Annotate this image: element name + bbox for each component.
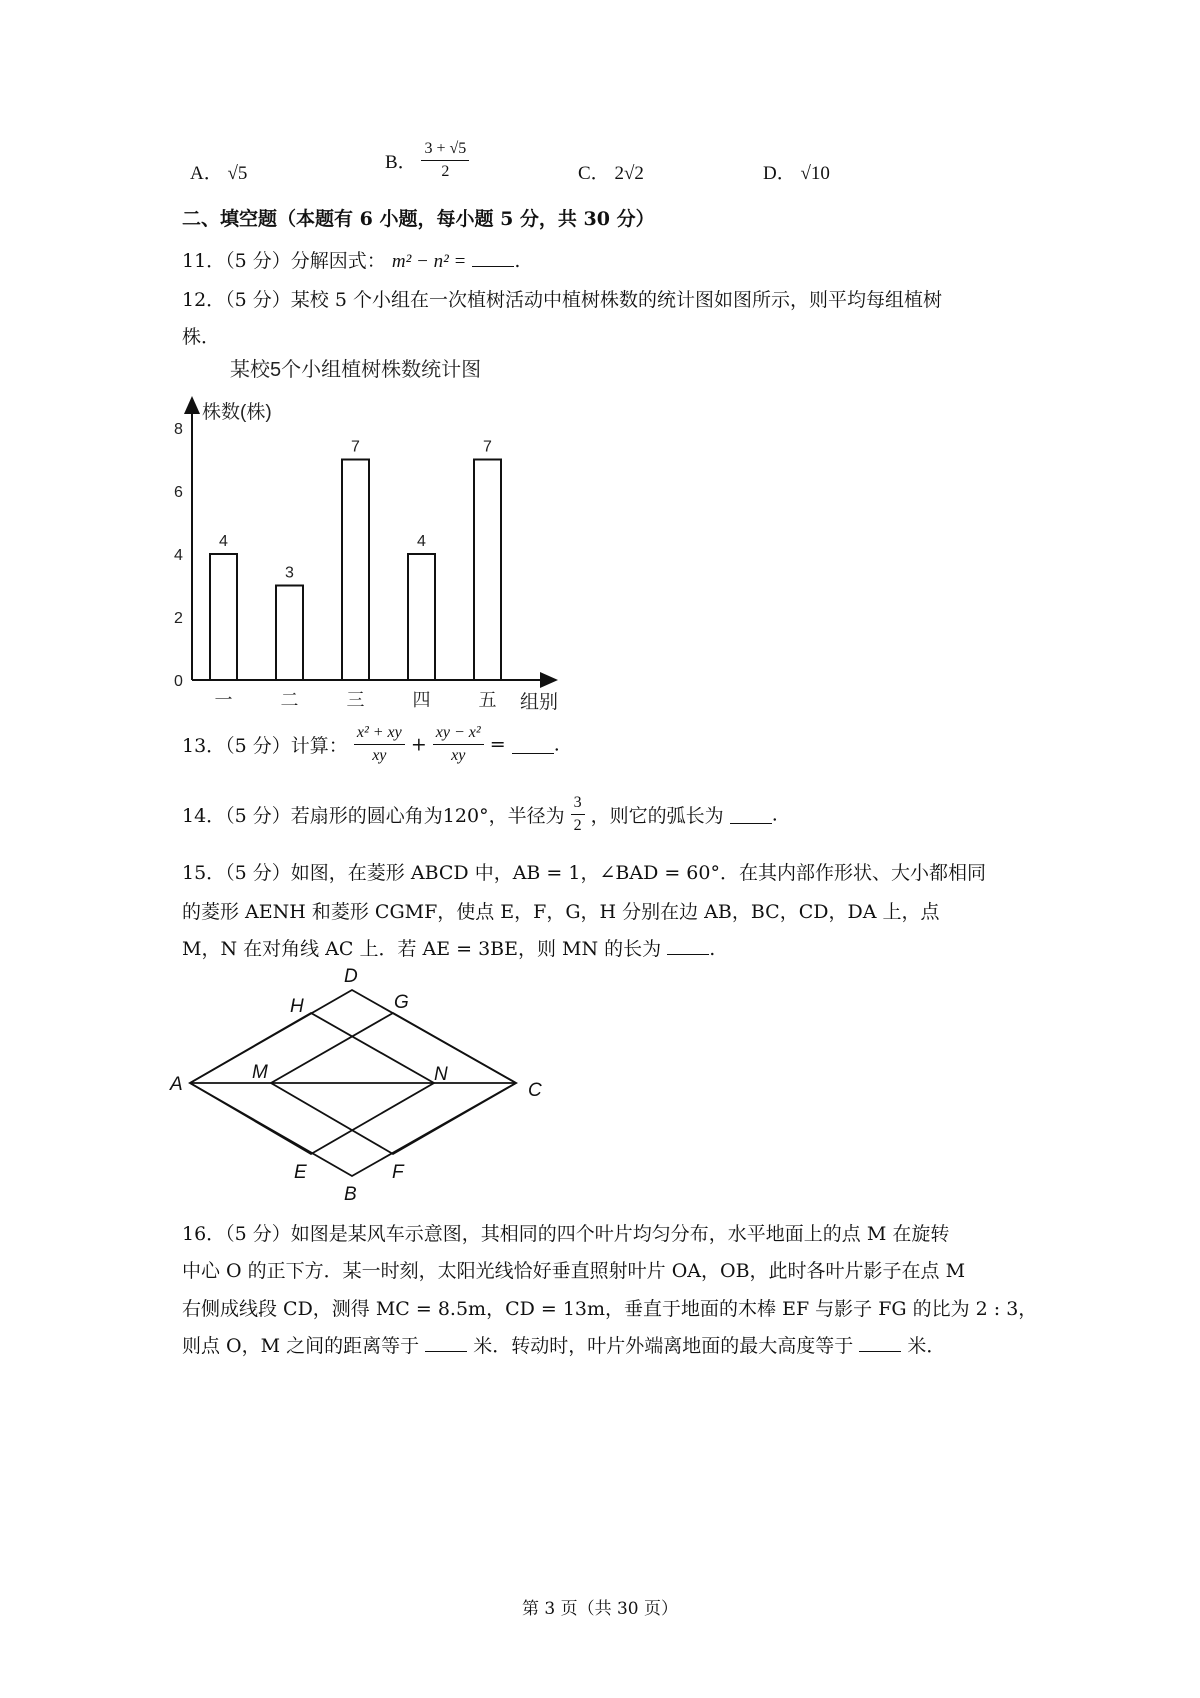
option-a [190, 158, 247, 185]
bar-value-label: 7 [351, 438, 360, 456]
y-tick-label: 2 [174, 610, 183, 627]
question-15-line1: 15．（5 分）如图，在菱形 ABCD 中，AB = 1，∠BAD = 60°．在其内部作形状、大小都相同 [182, 862, 986, 884]
option-b [385, 140, 469, 181]
q15-answer-blank[interactable] [667, 936, 709, 955]
bar-value-label: 3 [285, 564, 294, 582]
option-d-label: D． [763, 163, 796, 184]
option-c-value: 2√2 [614, 163, 644, 184]
q16-answer-blank-2[interactable] [859, 1333, 901, 1352]
label-a: A [170, 1074, 183, 1095]
question-15-line3: M，N 在对角线 AC 上．若 AE = 3BE，则 MN 的长为 . [182, 938, 716, 960]
option-a-label: A． [190, 163, 223, 184]
bar-chart [160, 352, 620, 722]
option-c [578, 158, 644, 185]
bar-4 [408, 554, 435, 680]
question-12-line2: 株． [182, 326, 221, 348]
q13-plus: + [410, 733, 427, 756]
bar-value-label: 4 [417, 533, 426, 550]
bar-5 [474, 460, 501, 681]
q16-line4-part2: 米．转动时，叶片外端离地面的最大高度等于 [473, 1335, 854, 1357]
chart-title: 某校5个小组植树株数统计图 [230, 359, 482, 381]
label-d: D [344, 966, 358, 987]
q11-answer-blank[interactable] [472, 248, 514, 267]
q16-answer-blank-1[interactable] [425, 1333, 467, 1352]
bar-1 [210, 554, 237, 680]
x-tick-label: 三 [346, 690, 365, 710]
question-15-line2: 的菱形 AENH 和菱形 CGMF，使点 E，F，G，H 分别在边 AB，BC，CD，DA 上，点 [182, 901, 940, 923]
label-b: B [344, 1184, 357, 1205]
question-16-line2: 中心 O 的正下方．某一时刻，太阳光线恰好垂直照射叶片 OA，OB，此时各叶片影子在点 M [182, 1260, 966, 1282]
question-11: 11．（5 分）分解因式： m² − n² = . [182, 250, 521, 272]
q14-numerator: 3 [571, 794, 585, 815]
bar-3 [342, 460, 369, 681]
q13-fraction-2 [433, 724, 484, 765]
x-tick-label: 五 [478, 690, 497, 710]
question-16-line3: 右侧成线段 CD，测得 MC = 8.5m，CD = 13m，垂直于地面的木棒 EF 与影子 FG 的比为 2 : 3， [182, 1298, 1038, 1320]
label-m: M [252, 1062, 268, 1083]
q13-prefix: 13．（5 分）计算： [182, 735, 348, 757]
q14-suffix: ，则它的弧长为 [590, 805, 724, 827]
q15-line3-text: M，N 在对角线 AC 上．若 AE = 3BE，则 MN 的长为 [182, 938, 662, 960]
y-axis-label: 株数(株) [202, 402, 272, 423]
x-tick-label: 一 [214, 690, 233, 710]
q14-prefix: 14．（5 分）若扇形的圆心角为120°，半径为 [182, 805, 565, 827]
option-b-denominator: 2 [441, 163, 450, 180]
option-d-value: √10 [800, 163, 830, 184]
q13-fraction-1 [354, 724, 405, 765]
label-f: F [392, 1162, 404, 1183]
option-b-numerator: 3 + √5 [421, 140, 469, 161]
question-13: 13．（5 分）计算： $\frac{\text{x² + xy}}{xy}$ + $\frac{\text{xy − x²}}{xy}$ = . [182, 724, 560, 764]
option-b-label: B． [385, 152, 417, 173]
q13-f1-denominator: xy [372, 747, 387, 764]
page-footer: 第 3 页（共 30 页） [521, 1599, 679, 1619]
q14-answer-blank[interactable] [730, 805, 772, 824]
q11-expression: m² − n² = [391, 251, 467, 272]
question-12-line1: 12．（5 分）某校 5 个小组在一次植树活动中植树株数的统计图如图所示，则平均每组植树 [182, 289, 942, 311]
option-b-fraction [421, 140, 469, 181]
label-g: G [394, 992, 409, 1013]
option-a-value: √5 [227, 163, 248, 184]
option-d [763, 158, 830, 185]
y-tick-label: 4 [174, 547, 183, 564]
label-n: N [434, 1064, 448, 1085]
section-title: 二、填空题（本题有 6 小题，每小题 5 分，共 30 分） [182, 208, 655, 230]
bar-value-label: 4 [219, 533, 228, 550]
question-14: 14．（5 分）若扇形的圆心角为120°，半径为 $\frac{3}{2}$ ，则它的弧长为 . [182, 794, 778, 834]
q14-denominator: 2 [573, 817, 582, 834]
rhombus-diagram [160, 960, 560, 1210]
q13-equals: = [489, 733, 506, 756]
label-c: C [528, 1080, 542, 1101]
x-tick-label: 四 [412, 690, 431, 710]
bar-2 [276, 586, 303, 681]
q14-fraction [571, 794, 585, 835]
q16-line4-part1: 则点 O，M 之间的距离等于 [182, 1335, 420, 1357]
label-e: E [294, 1162, 307, 1183]
question-16-line4 [182, 1331, 945, 1358]
label-h: H [290, 996, 304, 1017]
question-16-line1: 16．（5 分）如图是某风车示意图，其相同的四个叶片均匀分布，水平地面上的点 M 在旋转 [182, 1223, 950, 1245]
bar-value-label: 7 [483, 438, 492, 456]
y-tick-label: 6 [174, 484, 183, 501]
q13-f2-denominator: xy [451, 747, 466, 764]
x-tick-label: 二 [280, 690, 299, 710]
q13-f1-numerator: x² + xy [354, 724, 405, 745]
x-axis-label: 组别 [520, 692, 559, 713]
q16-line4-part3: 米． [907, 1335, 946, 1357]
q13-answer-blank[interactable] [512, 735, 554, 754]
option-c-label: C． [578, 163, 610, 184]
q11-prefix: 11．（5 分）分解因式： [182, 250, 386, 272]
y-tick-label: 8 [174, 421, 183, 438]
y-tick-label: 0 [174, 673, 183, 690]
q13-f2-numerator: xy − x² [433, 724, 484, 745]
